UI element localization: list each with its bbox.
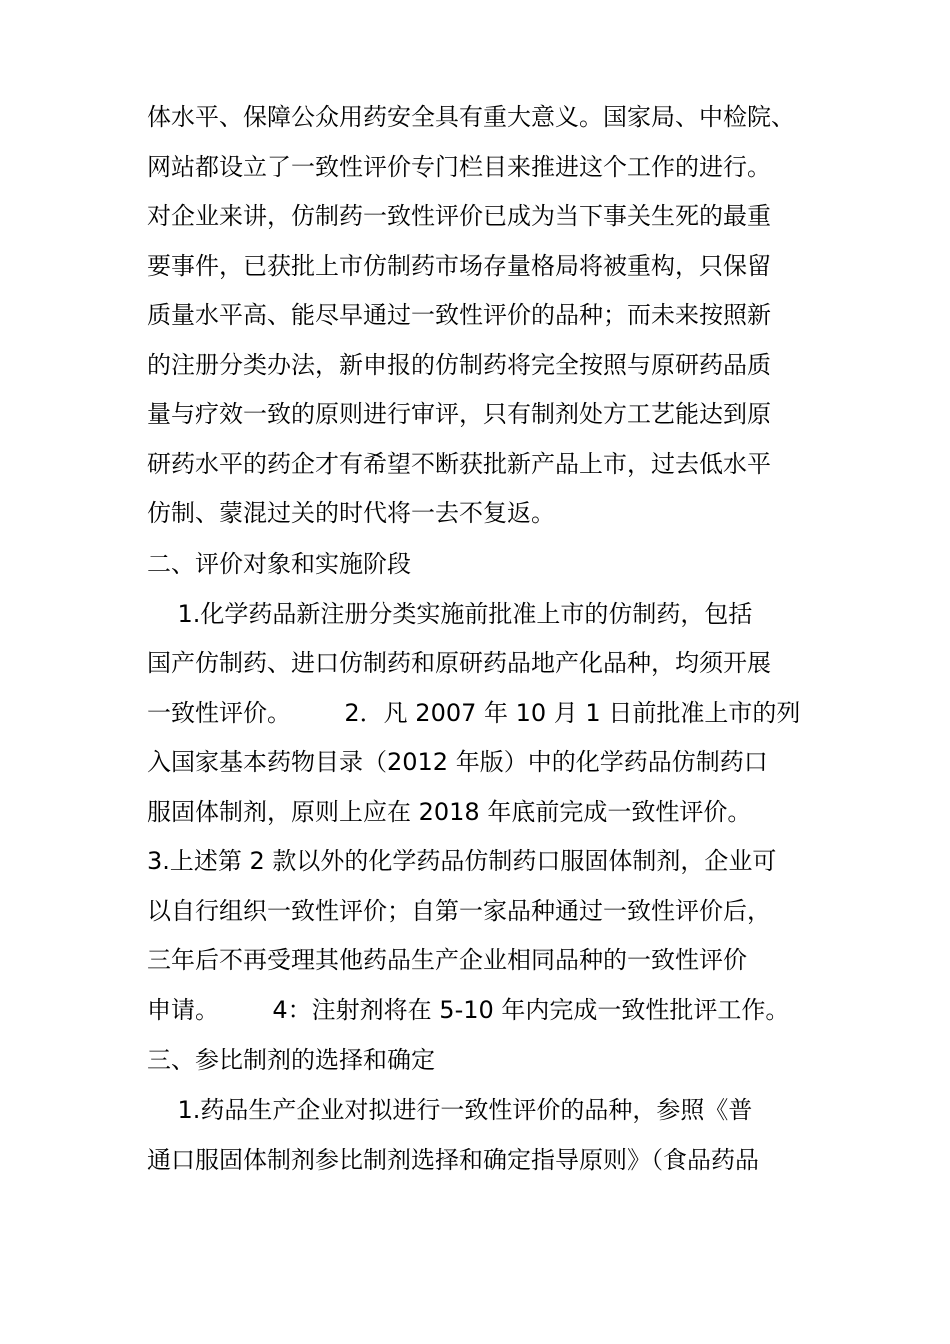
text-line: 一致性评价。 2．凡 2007 年 10 月 1 日前批准上市的列 <box>147 699 801 727</box>
text-line: 的注册分类办法，新申报的仿制药将完全按照与原研药品质 <box>147 351 771 379</box>
text-line: 三年后不再受理其他药品生产企业相同品种的一致性评价 <box>147 946 747 974</box>
text-line: 仿制、蒙混过关的时代将一去不复返。 <box>147 499 555 527</box>
text-line: 网站都设立了一致性评价专门栏目来推进这个工作的进行。 <box>147 153 771 181</box>
text-line: 量与疗效一致的原则进行审评，只有制剂处方工艺能达到原 <box>147 400 771 428</box>
text-line: 申请。 4：注射剂将在 5-10 年内完成一致性批评工作。 <box>147 996 790 1024</box>
text-line: 1.药品生产企业对拟进行一致性评价的品种，参照《普 <box>147 1096 753 1124</box>
text-line: 质量水平高、能尽早通过一致性评价的品种；而未来按照新 <box>147 301 771 329</box>
text-line: 1.化学药品新注册分类实施前批准上市的仿制药，包括 <box>147 600 753 628</box>
text-line: 服固体制剂，原则上应在 2018 年底前完成一致性评价。 <box>147 798 752 826</box>
text-line: 以自行组织一致性评价；自第一家品种通过一致性评价后， <box>147 897 771 925</box>
text-line: 要事件，已获批上市仿制药市场存量格局将被重构，只保留 <box>147 252 771 280</box>
text-line: 通口服固体制剂参比制剂选择和确定指导原则》（食品药品 <box>147 1146 759 1174</box>
text-line: 国产仿制药、进口仿制药和原研药品地产化品种，均须开展 <box>147 649 771 677</box>
section-heading: 三、参比制剂的选择和确定 <box>147 1046 435 1074</box>
text-line: 研药水平的药企才有希望不断获批新产品上市，过去低水平 <box>147 450 771 478</box>
section-heading: 二、评价对象和实施阶段 <box>147 550 411 578</box>
text-line: 入国家基本药物目录（2012 年版）中的化学药品仿制药口 <box>147 748 768 776</box>
text-line: 体水平、保障公众用药安全具有重大意义。国家局、中检院、 <box>147 103 795 131</box>
text-line: 3.上述第 2 款以外的化学药品仿制药口服固体制剂，企业可 <box>147 847 777 875</box>
text-line: 对企业来讲，仿制药一致性评价已成为当下事关生死的最重 <box>147 202 771 230</box>
